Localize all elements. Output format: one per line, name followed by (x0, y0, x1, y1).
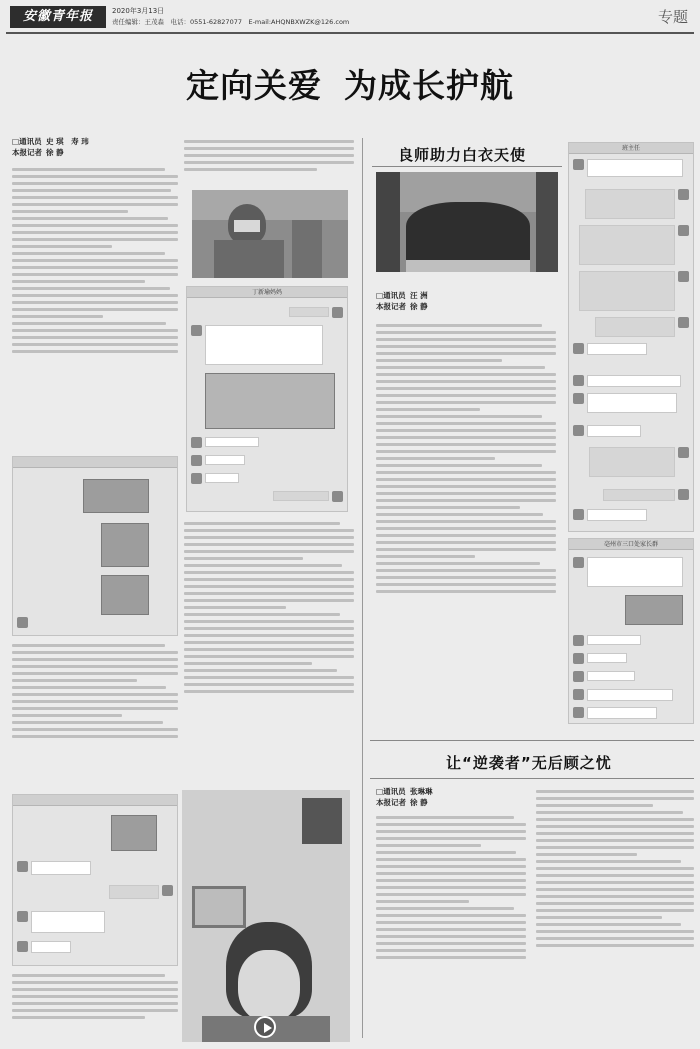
auditorium-photo (376, 172, 558, 272)
left-article-text-5 (184, 518, 354, 790)
left-article-text-2 (12, 640, 178, 790)
newspaper-logo: 安徽青年报 (10, 6, 106, 28)
chat-screenshot-parents-group (568, 538, 694, 724)
right-bottom-article-text-2 (536, 786, 694, 1042)
right-top-byline: □通讯员 汪 洲 本报记者 徐 静 (376, 291, 428, 311)
issue-date: 2020年3月13日 (112, 7, 165, 15)
right-bottom-byline: □通讯员 张琳琳 本报记者 徐 静 (376, 787, 433, 807)
article-title-comeback: 让“逆袭者”无后顾之忧 (446, 754, 612, 772)
chat-header: 丁新瑜妈妈 (187, 287, 347, 298)
section-tag: 专题 (657, 8, 688, 26)
headline-part-1: 定向关爱 (186, 66, 322, 105)
chat-screenshot-photo (12, 794, 178, 966)
masthead (6, 4, 694, 34)
teacher-photo (192, 190, 348, 278)
chat-screenshot-teacher (568, 142, 694, 532)
call-hangup-icon (254, 1016, 276, 1038)
article-title-teachers: 良师助力白衣天使 (398, 146, 527, 164)
chat-header: 亳州市三口处家长群 (569, 539, 693, 550)
left-article-text-1 (12, 164, 178, 452)
left-article-text-4 (184, 136, 354, 186)
page-headline (0, 60, 700, 107)
right-bottom-article-text-1 (376, 812, 526, 1042)
column-divider (362, 138, 363, 1038)
left-article-text-3 (12, 970, 178, 1042)
chat-screenshot-homework (12, 456, 178, 636)
editor-contact: 责任编辑：王茂森 电话：0551-62827077 E-mail:AHQNBXWZK@126.com (112, 18, 350, 26)
right-top-article-text (376, 320, 556, 732)
chat-header: 班主任 (569, 143, 693, 154)
left-byline: □通讯员 史 琪 寿 玮 本报记者 徐 静 (12, 137, 89, 157)
video-call-photo (182, 790, 350, 1042)
headline-part-2: 为成长护航 (344, 66, 514, 105)
chat-screenshot-parent (186, 286, 348, 512)
